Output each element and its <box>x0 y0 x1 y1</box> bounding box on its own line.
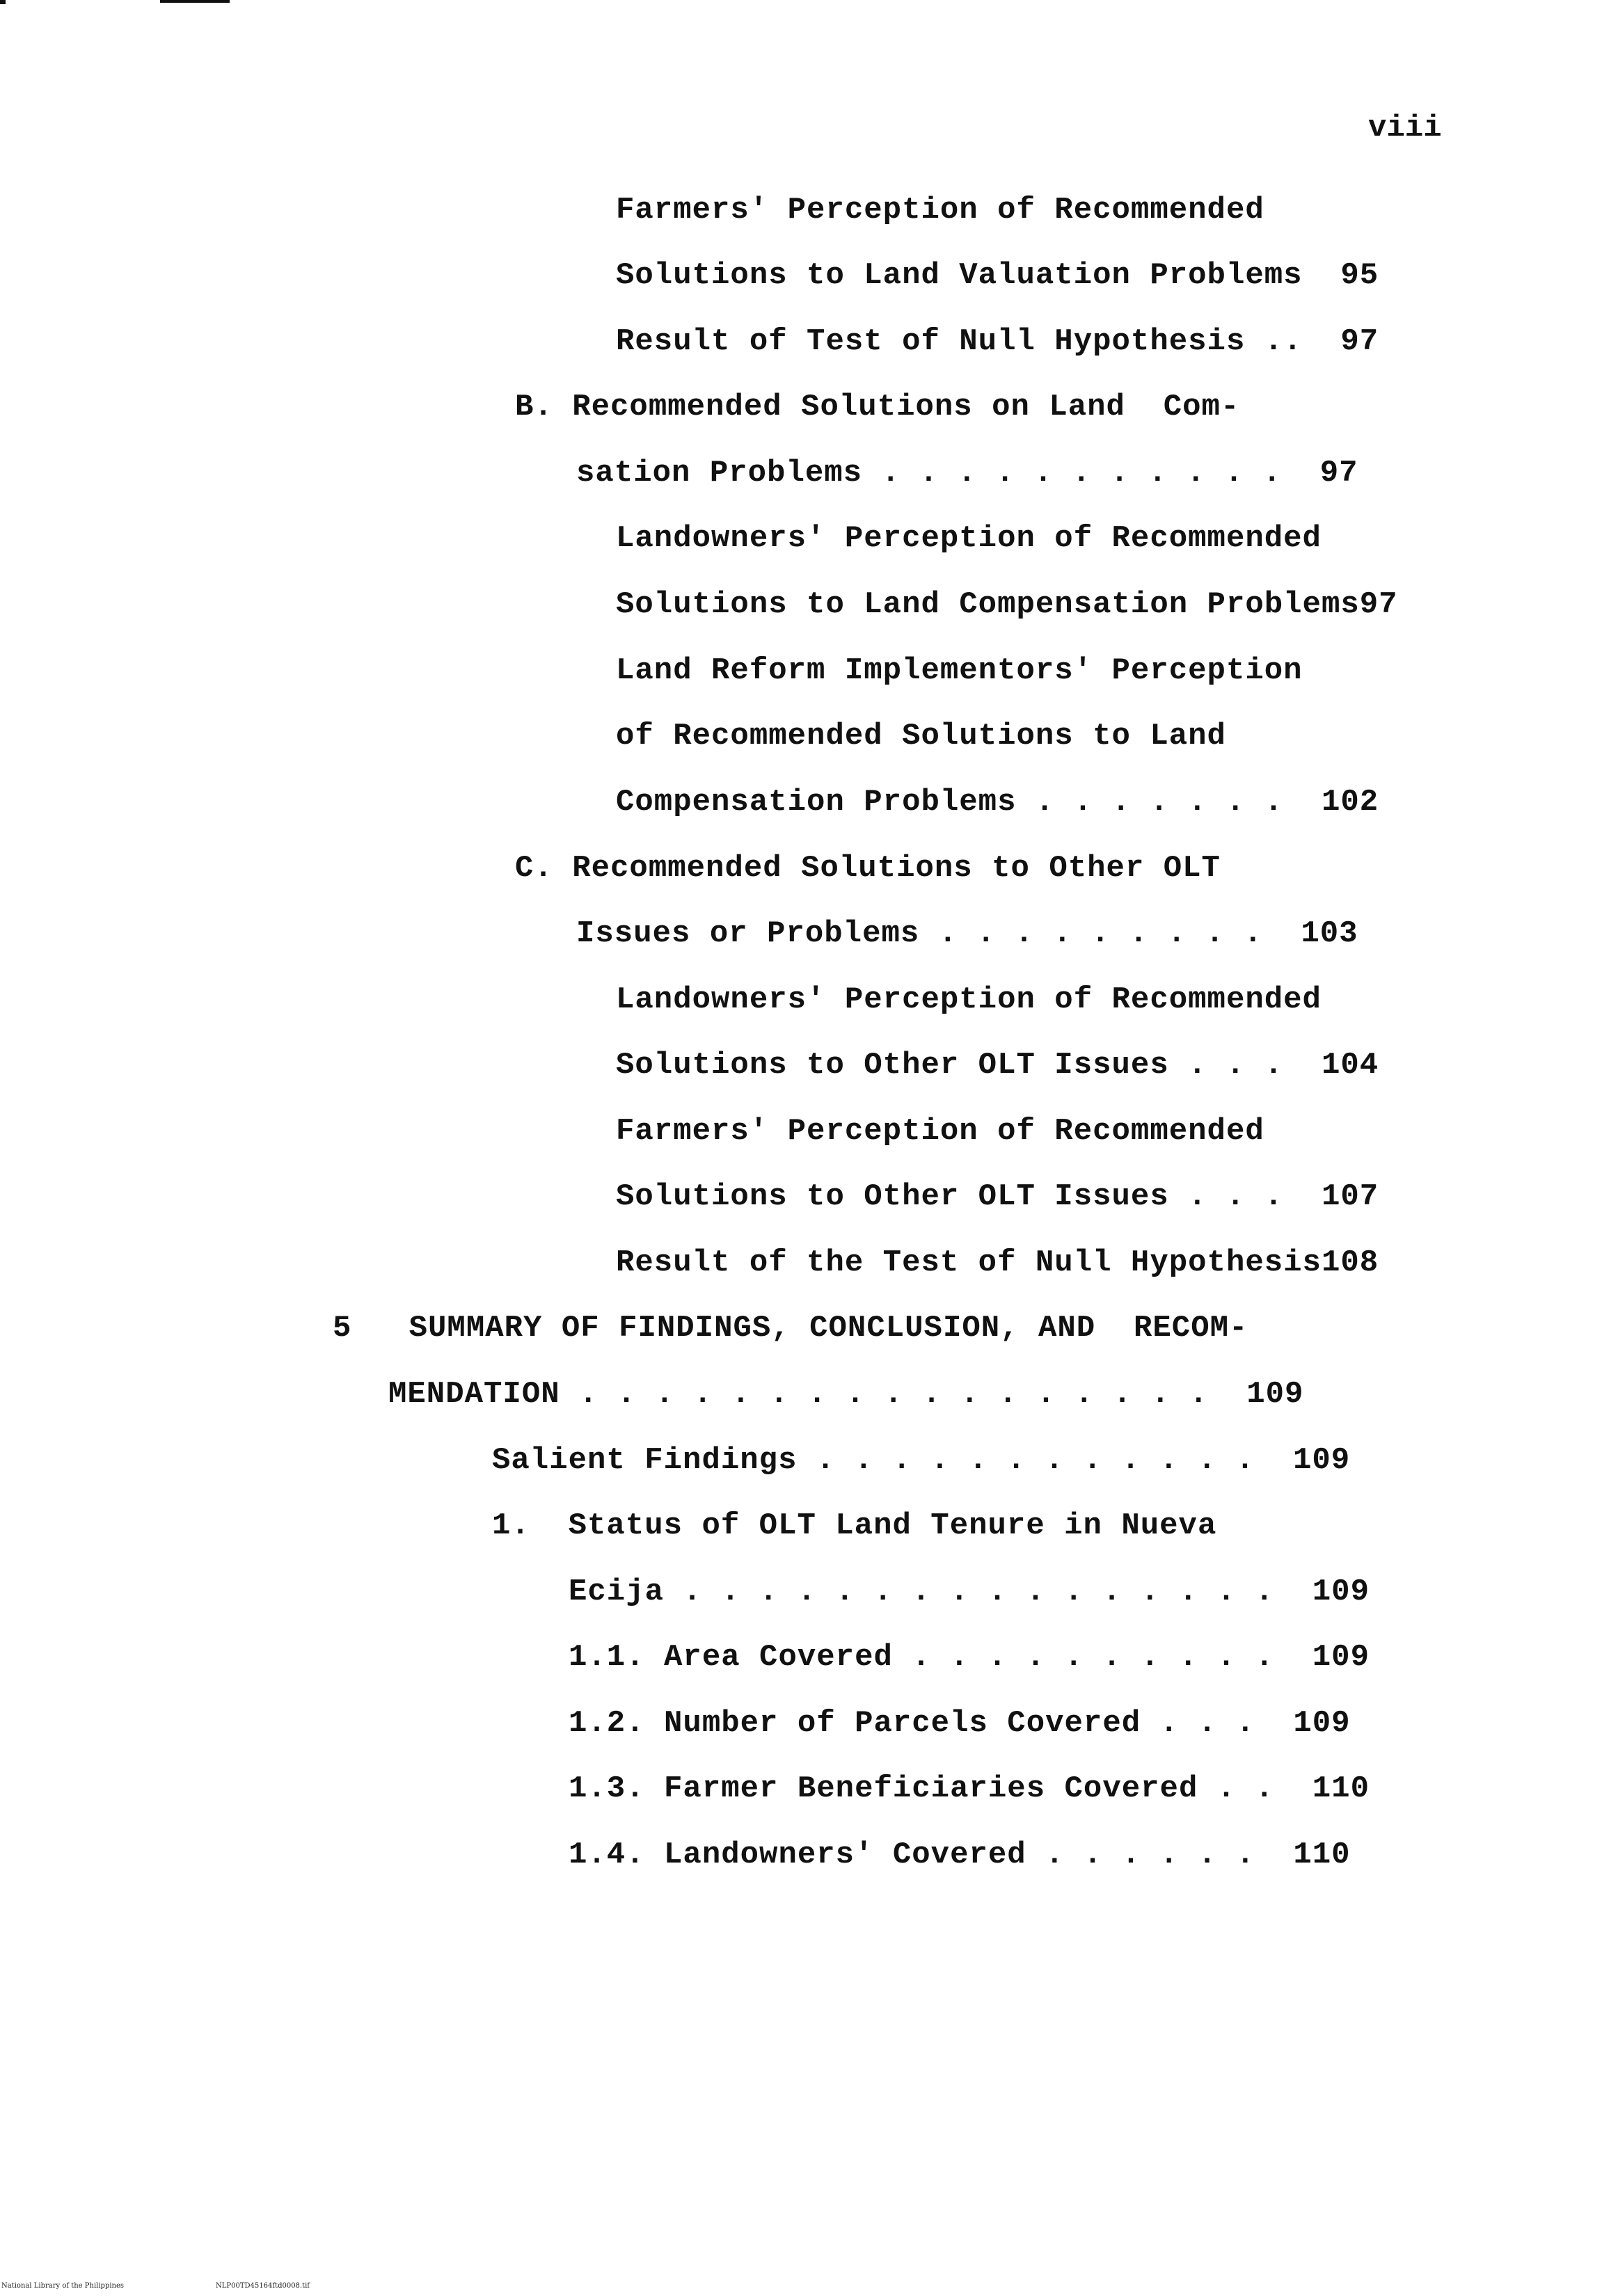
toc-line: 1.4. Landowners' Covered . . . . . . 110 <box>569 1837 1351 1872</box>
toc-line: Solutions to Land Compensation Problems97 <box>616 587 1398 622</box>
toc-line: C. Recommended Solutions to Other OLT <box>515 851 1221 886</box>
scan-corner-mark <box>0 0 6 4</box>
toc-line: Compensation Problems . . . . . . . 102 <box>616 785 1379 820</box>
footer-filename: NLP00TD45164ftd0008.tif <box>216 2282 310 2290</box>
toc-line: B. Recommended Solutions on Land Com- <box>515 390 1240 424</box>
toc-line: 1.1. Area Covered . . . . . . . . . . 109 <box>569 1640 1370 1675</box>
footer-library: National Library of the Philippines <box>1 2282 125 2290</box>
toc-line: Issues or Problems . . . . . . . . . 103 <box>576 916 1358 951</box>
toc-line: 1. Status of OLT Land Tenure in Nueva <box>492 1508 1217 1543</box>
toc-line: Solutions to Land Valuation Problems 95 <box>616 258 1379 293</box>
toc-line: Solutions to Other OLT Issues . . . 107 <box>616 1179 1379 1214</box>
toc-line: Result of Test of Null Hypothesis .. 97 <box>616 324 1379 359</box>
toc-line: Salient Findings . . . . . . . . . . . . 109 <box>492 1443 1351 1478</box>
toc-line: 5 SUMMARY OF FINDINGS, CONCLUSION, AND RECOM- <box>333 1311 1248 1346</box>
toc-line: of Recommended Solutions to Land <box>616 719 1226 754</box>
toc-line: Landowners' Perception of Recommended <box>616 982 1322 1017</box>
toc-line: Solutions to Other OLT Issues . . . 104 <box>616 1048 1379 1083</box>
toc-line: Landowners' Perception of Recommended <box>616 521 1322 556</box>
page-number: viii <box>1368 111 1442 145</box>
toc-line: Land Reform Implementors' Perception <box>616 653 1303 688</box>
toc-line: sation Problems . . . . . . . . . . . 97 <box>576 456 1358 491</box>
toc-line: Farmers' Perception of Recommended <box>616 193 1264 228</box>
toc-line: MENDATION . . . . . . . . . . . . . . . . . 109 <box>388 1377 1304 1412</box>
toc-line: 1.3. Farmer Beneficiaries Covered . . 110 <box>569 1771 1370 1806</box>
toc-line: Result of the Test of Null Hypothesis108 <box>616 1245 1379 1280</box>
toc-line: Ecija . . . . . . . . . . . . . . . . 109 <box>569 1574 1370 1609</box>
scan-edge-mark <box>160 0 230 3</box>
toc-line: Farmers' Perception of Recommended <box>616 1114 1264 1149</box>
toc-line: 1.2. Number of Parcels Covered . . . 109 <box>569 1706 1351 1741</box>
